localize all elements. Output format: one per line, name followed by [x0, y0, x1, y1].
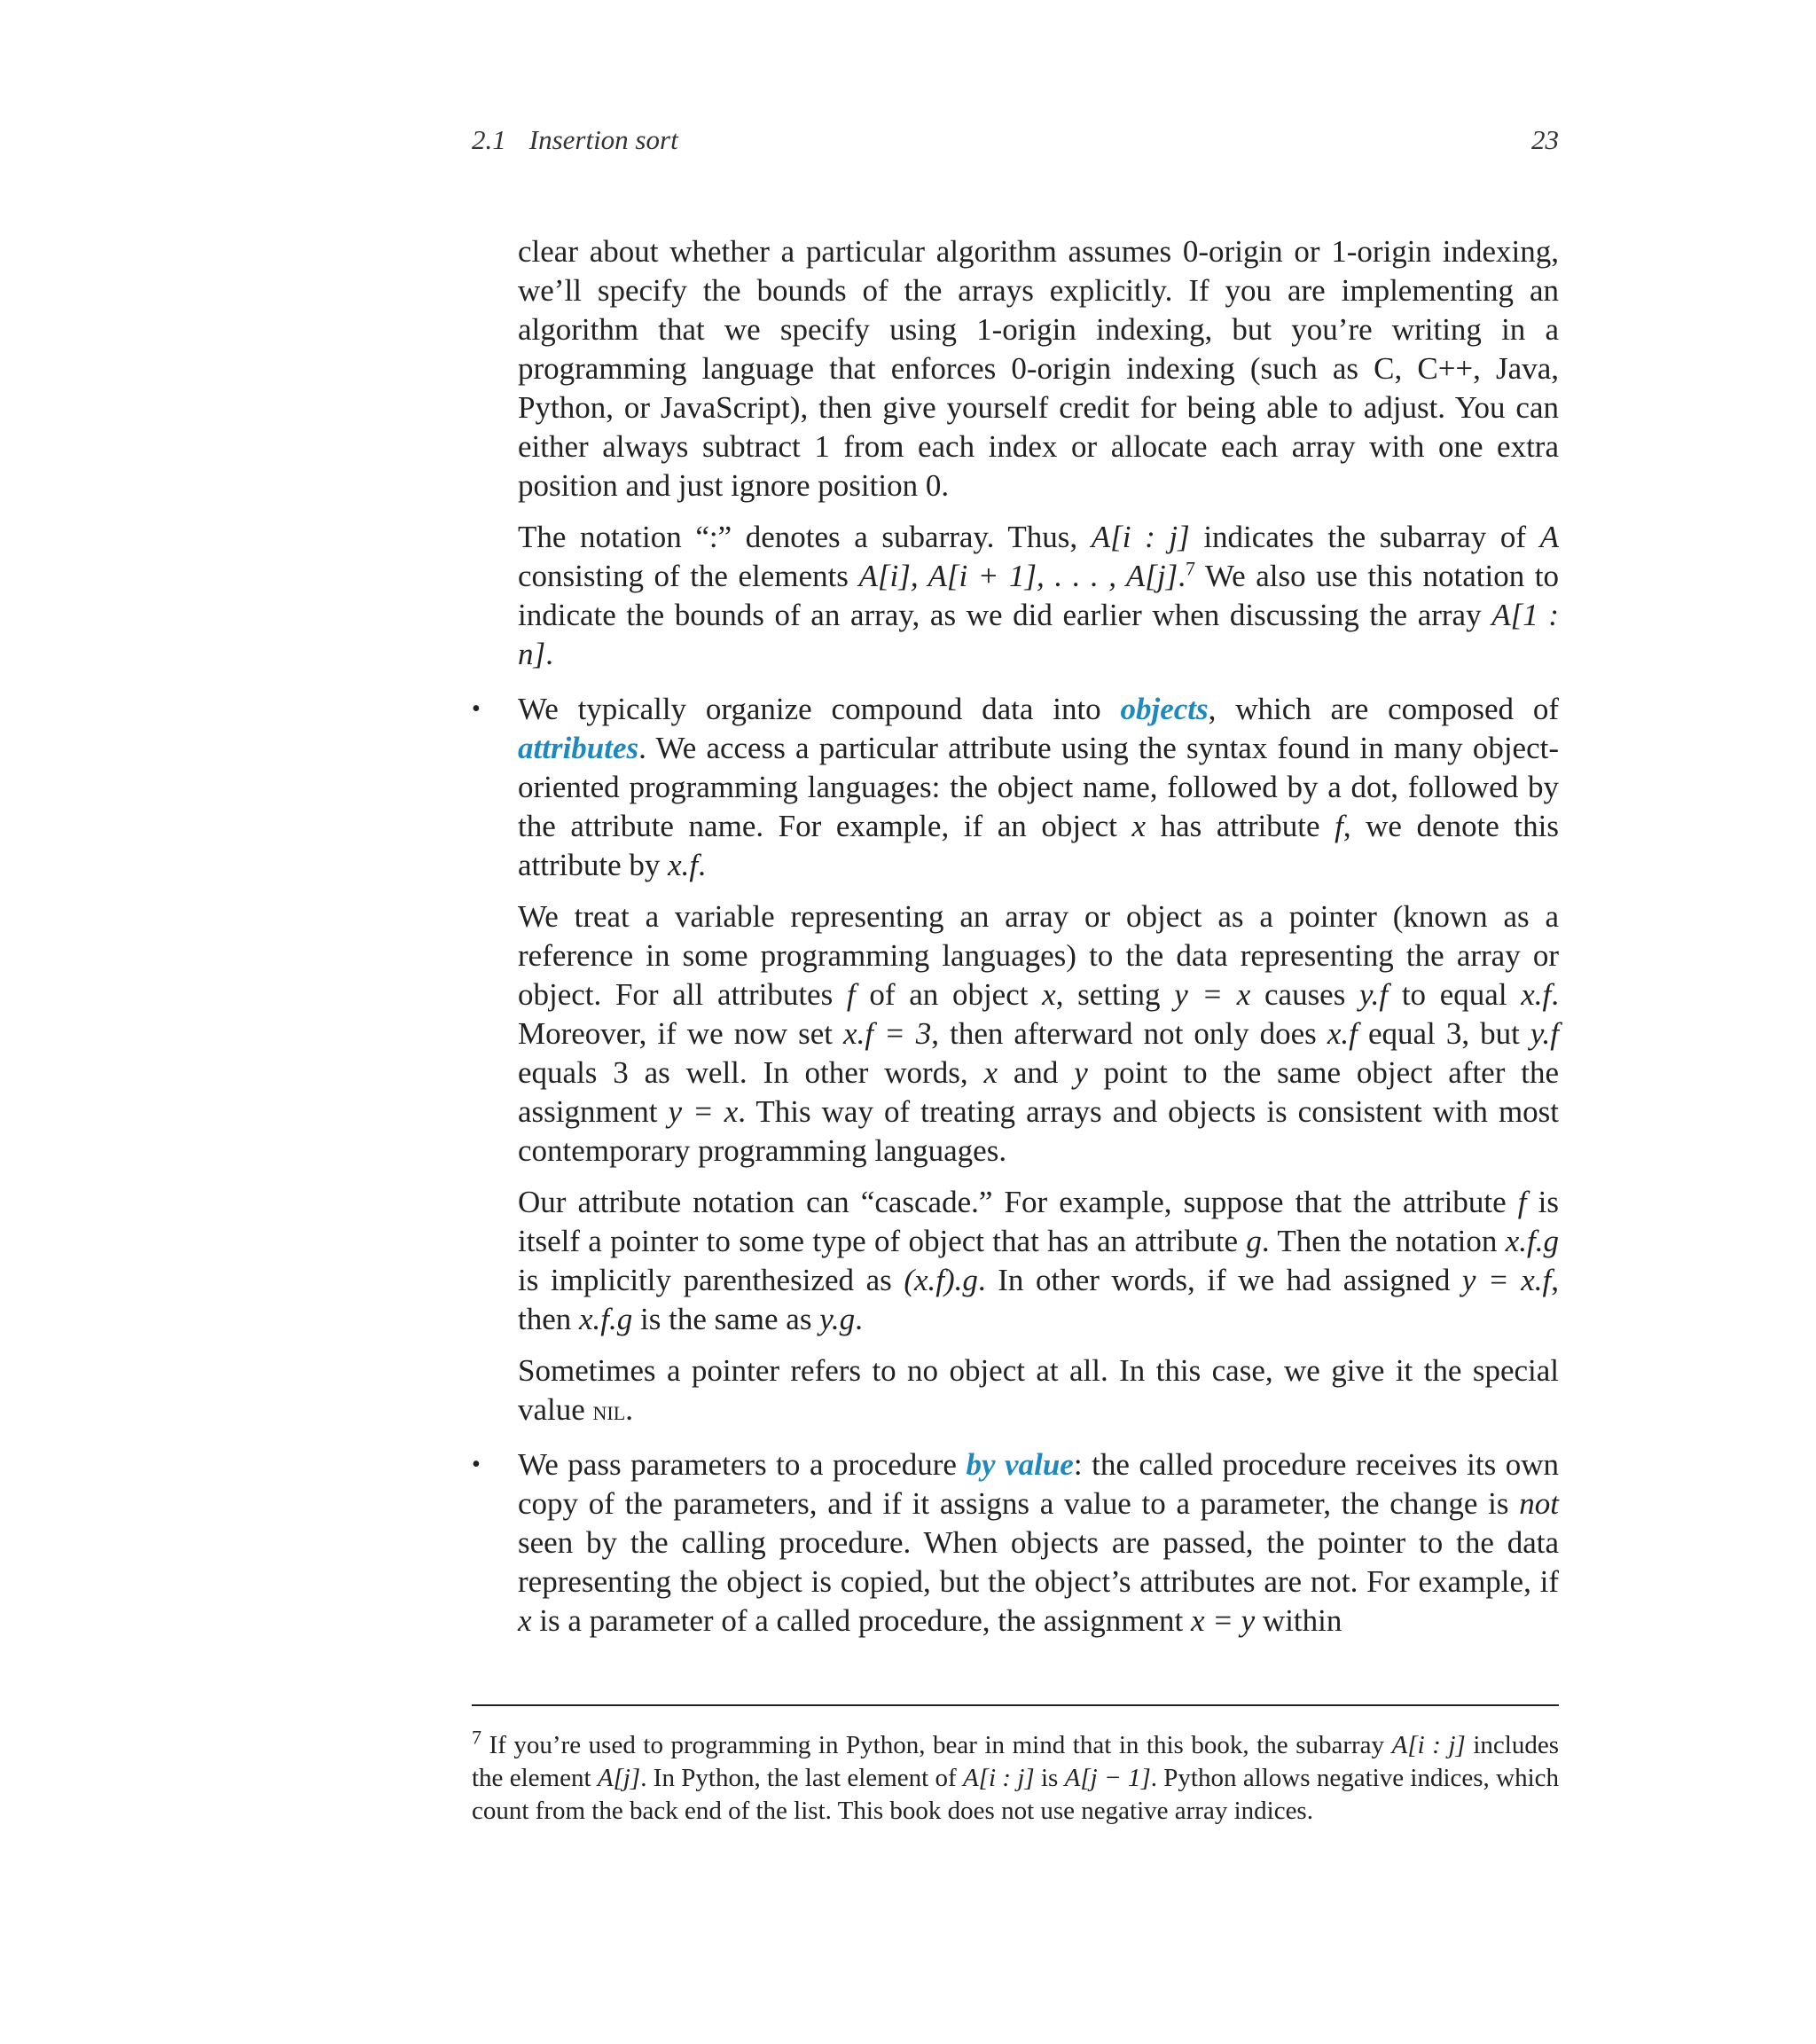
- text-run: .: [698, 848, 706, 882]
- term-attributes: attributes: [518, 731, 639, 765]
- emphasis: not: [1519, 1486, 1559, 1521]
- text-run: .: [855, 1302, 863, 1336]
- math: x.f.g: [579, 1302, 633, 1336]
- running-head: [472, 122, 1559, 158]
- math: A[i : j]: [1091, 520, 1190, 554]
- paragraph: [518, 1183, 1559, 1339]
- text-run: within: [1255, 1603, 1342, 1638]
- math: f: [846, 977, 856, 1012]
- page-number: 23: [1531, 124, 1559, 155]
- math: A[j − 1]: [1064, 1764, 1151, 1792]
- math: A[i], A[i + 1], . . . , A[j]: [858, 559, 1178, 593]
- text-run: . Then the notation: [1261, 1224, 1506, 1258]
- footnote-number: 7: [472, 1726, 481, 1749]
- math: x.f: [1521, 977, 1552, 1012]
- math: y.f: [1359, 977, 1389, 1012]
- text-run: The notation “:” denotes a subarray. Thus,: [518, 520, 1092, 554]
- text-run: of an object: [855, 977, 1043, 1012]
- continued-block: [518, 232, 1559, 674]
- paragraph: clear about whether a particular algorithm assumes 0-origin or 1-origin indexing, we’ll specify the bounds of the arrays explicitly. If you are implementing an algorithm that we specify using 1-origin indexing, but you’re writing in a programming language that enforces 0-origin indexing (such as C, C++, Java, Python, or JavaScript), then give yourself credit for being able to adjust. You can either always subtract 1 from each index or allocate each array with one extra position and just ignore position 0.: [518, 234, 1559, 503]
- term-objects: objects: [1120, 692, 1209, 726]
- text-run: .: [625, 1392, 633, 1427]
- text-run: is the same as: [632, 1302, 820, 1336]
- text-run: is: [1034, 1764, 1065, 1792]
- math: y.g: [819, 1302, 856, 1336]
- text-run: and: [997, 1055, 1075, 1090]
- bullet-item-by-value: [518, 1445, 1559, 1641]
- text-run: is itself a pointer to some type of object that has an attribute: [518, 1185, 1559, 1258]
- paragraph: [518, 897, 1559, 1171]
- text-run: is implicitly parenthesized as: [518, 1263, 904, 1297]
- term-by-value: by value: [966, 1447, 1074, 1482]
- nil-keyword: nil: [592, 1394, 626, 1426]
- math: x: [1042, 977, 1056, 1012]
- text-run: .: [1178, 559, 1186, 593]
- math: y = x: [668, 1094, 739, 1129]
- math: A[i : j]: [1391, 1731, 1466, 1759]
- math: f: [1517, 1185, 1527, 1219]
- text-run: to equal: [1388, 977, 1522, 1012]
- text-run: . In Python, the last element of: [640, 1764, 963, 1792]
- bullet-item-objects: [518, 690, 1559, 1429]
- text-run: We treat a variable representing an array or object as a pointer (known as a reference in some programming languages) to the data representing the array or object. For all attributes: [518, 899, 1559, 1012]
- text-run: has attribute: [1146, 809, 1335, 843]
- math: y.f: [1530, 1016, 1559, 1051]
- text-run: includes the element: [472, 1731, 1559, 1792]
- math: x: [1131, 809, 1147, 843]
- text-run: : the called procedure receives its own copy of the parameters, and if it assigns a value to a parameter, the change is: [518, 1447, 1560, 1521]
- text-run: Our attribute notation can “cascade.” For example, suppose that the attribute: [518, 1185, 1518, 1219]
- math: x.f: [668, 848, 699, 882]
- math: g: [1246, 1224, 1262, 1258]
- math: x: [518, 1603, 532, 1638]
- math: x.f = 3: [843, 1016, 932, 1051]
- math: x = y: [1190, 1603, 1256, 1638]
- text-run: , which are composed of: [1208, 692, 1559, 726]
- text-run: equals 3 as well. In other words,: [518, 1055, 984, 1090]
- text-run: We typically organize compound data into: [518, 692, 1121, 726]
- math: y: [1074, 1055, 1088, 1090]
- paragraph: [518, 690, 1559, 885]
- text-run: , then afterward not only does: [931, 1016, 1327, 1051]
- page-body: [472, 232, 1559, 1641]
- text-run: . This way of treating arrays and objects is consistent with most contemporary programming languages.: [518, 1094, 1560, 1168]
- text-run: seen by the calling procedure. When objects are passed, the pointer to the data representing the object is copied, but the object’s attributes are not. For example, if: [518, 1525, 1559, 1599]
- text-run: point to the same object after the assignment: [518, 1055, 1559, 1129]
- text-run: causes: [1250, 977, 1360, 1012]
- text-run: is a parameter of a called procedure, the assignment: [531, 1603, 1191, 1638]
- text-run: indicates the subarray of: [1189, 520, 1540, 554]
- math: x: [983, 1055, 998, 1090]
- footnote-ref[interactable]: 7: [1186, 557, 1196, 580]
- paragraph: [518, 1351, 1559, 1429]
- text-run: . In other words, if we had assigned: [977, 1263, 1462, 1297]
- math: x.f.g: [1505, 1224, 1559, 1258]
- text-run: We pass parameters to a procedure: [518, 1447, 967, 1482]
- section-heading: [472, 122, 701, 158]
- math: y = x: [1174, 977, 1251, 1012]
- math: x.f: [1327, 1016, 1358, 1051]
- book-page: [472, 122, 1559, 1828]
- text-run: If you’re used to programming in Python, bear in mind that in this book, the subarray: [481, 1731, 1392, 1759]
- paragraph: [518, 518, 1559, 674]
- text-run: .: [545, 637, 553, 671]
- footnote-rule: [472, 1704, 1559, 1706]
- math: (x.f).g: [904, 1263, 978, 1297]
- math: y = x.f: [1461, 1263, 1552, 1297]
- text-run: . Python allows negative indices, which count from the back end of the list. This book does not use negative array indices.: [472, 1764, 1559, 1825]
- section-number: 2.1: [472, 124, 506, 155]
- text-run: . We access a particular attribute using the syntax found in many object-oriented programming languages: the object name, followed by a dot, followed by the attribute name. For example, if an object: [518, 731, 1559, 843]
- section-title: Insertion sort: [528, 124, 678, 155]
- text-run: . Moreover, if we now set: [518, 977, 1560, 1051]
- text-run: , setting: [1055, 977, 1175, 1012]
- math: A[j]: [597, 1764, 641, 1792]
- text-run: equal 3, but: [1357, 1016, 1530, 1051]
- paragraph: [518, 1445, 1559, 1641]
- text-run: consisting of the elements: [518, 559, 859, 593]
- math: A: [1539, 520, 1559, 554]
- math: A[i : j]: [962, 1764, 1035, 1792]
- footnote: [472, 1726, 1559, 1828]
- text-run: Sometimes a pointer refers to no object at all. In this case, we give it the special value: [518, 1353, 1559, 1427]
- math: f: [1335, 809, 1343, 843]
- text-run: , we denote this attribute by: [518, 809, 1559, 882]
- math: A[1 : n]: [518, 598, 1559, 671]
- text-run: We also use this notation to indicate the bounds of an array, as we did earlier when discussing the array: [518, 559, 1560, 632]
- text-run: , then: [518, 1263, 1559, 1336]
